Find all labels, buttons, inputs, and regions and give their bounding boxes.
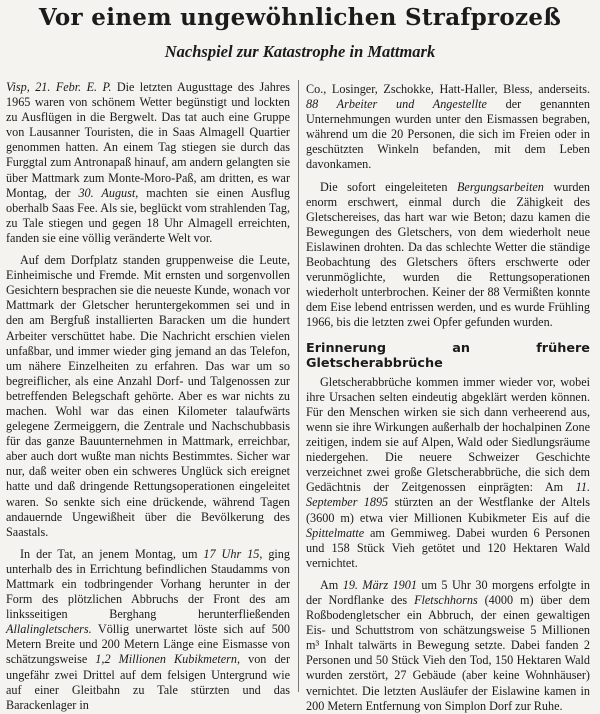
- text-run: am Gemmiweg. Dabei wurden 6 Personen und 158 Stück Vieh getötet und 120 Hektaren Wald vernichtet.: [306, 525, 590, 570]
- paragraph-rescue: [306, 180, 590, 331]
- text-run: von der ungefähr zwei Drittel auf dem felsigen Untergrund wie auf einer Gleitbahn zu Tale stürzten und das Barackenlager in: [6, 652, 291, 712]
- paragraph-intro: [6, 80, 290, 246]
- place-italic: Spittelmatte: [306, 525, 365, 540]
- right-column: [306, 82, 590, 714]
- article-subheadline: Nachspiel zur Katastrophe in Mattmark: [164, 42, 436, 61]
- text-run: Gletscherabbrüche kommen immer wieder vor, wobei ihre Ursachen selten eindeutig abgeklärt werden können. Für den Menschen wirken sie sich dann verheerend aus, wenn sie ihre Wirkungen außerhalb der hochalpinen Zone zeitigen, indem sie auf Alpen, Wald oder Siedlungsräume niedergehen. Die neuere Schweizer Geschichte verzeichnet zwei große Gletscherabbrüche, die sich dem Gedächtnis der Zeitgenossen einprägten: Am: [306, 374, 590, 495]
- workers-italic: 88 Arbeiter und Angestellte: [306, 97, 487, 112]
- article-headline: Vor einem ungewöhnlichen Strafprozeß: [38, 4, 562, 31]
- date-italic: 19. März 1901: [342, 577, 417, 592]
- text-run: Die sofort eingeleiteten: [320, 179, 457, 194]
- text-run: Am: [320, 577, 343, 592]
- text-run: (4000 m) über dem Roßbodengletscher ein Abbruch, der einen gewaltigen Eis- und Schuttstrom von schätzungsweise 5 Millionen m³ Inhalt talwärts in Bewegung setzte. Dabei fanden 2 Personen und 50 Stück Vieh den Tod, 150 Hektaren Wald wurden zerstört, 27 Gebäude (aber keine Wohnhäuser) vernichtet. Die letzten Ausläufer der Eislawine kamen in 200 Metern Entfernung von Simplon Dorf zur Ruhe.: [306, 593, 590, 713]
- section-heading: Erinnerung an frühere Gletscherabbrüche: [306, 340, 590, 371]
- text-run: um 5 Uhr 30 morgens erfolgte in der Nordflanke des: [306, 577, 591, 607]
- paragraph-village-square: Auf dem Dorfplatz standen gruppenweise die Leute, Einheimische und Fremde. Mit ernsten und sorgenvollen Gesichtern besprachen sie die neueste Kunde, wonach vor Mattmark der Gletscher heruntergekommen sei und in den am Bergfuß installierten Baracken um die hundert Arbeiter verschüttet habe. Die Nachricht erschien vielen unfaßbar, und immer wieder ging jemand an das Telefon, um nähere Einzelheiten zu erfahren. Das war um so begreiflicher, als eine Anzahl Dorf- und Talgenossen zur betreffenden Belegschaft gehörte. Aber es war nichts zu machen. Wohl war das einen Kilometer talaufwärts gelegene Zermeiggern, die Zentrale und Nachschubbasis für das ganze Bauunternehmen in Mattmark, erreichbar, aber auch dort wußte man nichts Bestimmtes. Sicher war nur, daß weiter oben ein schweres Unglück sich ereignet hatte und daß dringende Rettungsoperationen eingeleitet waren. So senkte sich eine drückende, während Tagen andauernde Ungewißheit über die Bevölkerung des Saastals.: [6, 253, 290, 539]
- left-column: [6, 80, 290, 713]
- volume-italic: 1,2 Millionen Kubikmetern,: [95, 652, 241, 667]
- text-run: Völlig unerwartet löste sich auf 500 Metern Breite und 200 Metern Länge eine Eismasse von schätzungsweise: [6, 622, 290, 667]
- date-italic: 11. September 1895: [306, 480, 590, 510]
- place-italic: Fletschhorns: [414, 593, 478, 607]
- text-run: wurden enorm erschwert, einmal durch die Zähigkeit des Gletschereises, das hart war wie Beton; dazu kamen die Bewegungen des Gletschers, von dem wiederholt neue Eislawinen drohten. Da das schlechte Wetter die ständige Beobachtung des Gletschers öfters erschwerte oder verunmöglichte, wurden die Rettungsoperationen wiederholt unterbrochen. Keiner der 88 Vermißten konnte dem Eise lebend entrissen werden, und es wurde Frühling 1966, bis die letzten zwei Opfer gefunden wurden.: [306, 179, 590, 330]
- text-run: der genannten Unternehmungen wurden unter den Eismassen begraben, während um die 20 Personen, die sich im Freien oder in geschützten Winkeln befanden, mit dem Leben davonkamen.: [306, 97, 590, 172]
- glacier-italic: Allalingletschers.: [6, 622, 92, 637]
- rescue-italic: Bergungsarbeiten: [456, 179, 544, 194]
- text-run: In der Tat, an jenem Montag, um: [20, 546, 204, 561]
- time-italic: 17 Uhr 15,: [203, 546, 263, 561]
- paragraph-fletschhorn: [306, 578, 590, 714]
- text-run: stürzten an der Westflanke der Altels (3600 m) etwa vier Millionen Kubikmeter Eis auf die: [306, 495, 590, 525]
- text-run: Co., Losinger, Zschokke, Hatt-Haller, Bless, anderseits.: [306, 82, 590, 96]
- text-run: Die letzten Augusttage des Jahres 1965 waren von schönem Wetter begünstigt und lockten zu Ausflügen in die Bergwelt. Das tat auch eine Gruppe von Lausanner Touristen, die in Saas Almagell Quartier genommen hatten. An einem Tag stiegen sie durch das Furggtal zum Antronapaß hinauf, am andern gelangten sie über Mattmark zum Monte-Moro-Paß, am dritten, es war Montag, der: [6, 80, 291, 200]
- paragraph-history: [306, 375, 590, 571]
- date-italic: 30. August,: [78, 185, 139, 200]
- dateline: Visp, 21. Febr. E. P.: [6, 80, 112, 94]
- paragraph-collapse: [6, 547, 290, 713]
- paragraph-contractors: [306, 82, 590, 173]
- text-run: ging unterhalb des in Errichtung befindlichen Staudamms von Mattmark ein todbringender Vorhang herunter in der Form des plötzlichen Abbruchs der Front des am linksseitigen Berghang herunterfließenden: [6, 546, 290, 622]
- text-run: machten sie einen Ausflug oberhalb Saas Fee. Als sie, beglückt vom strahlenden Tag, zu Tale stiegen und gegen 18 Uhr Almagell erreichten, fanden sie eine völlig veränderte Welt vor.: [6, 185, 291, 245]
- column-divider: [298, 80, 299, 692]
